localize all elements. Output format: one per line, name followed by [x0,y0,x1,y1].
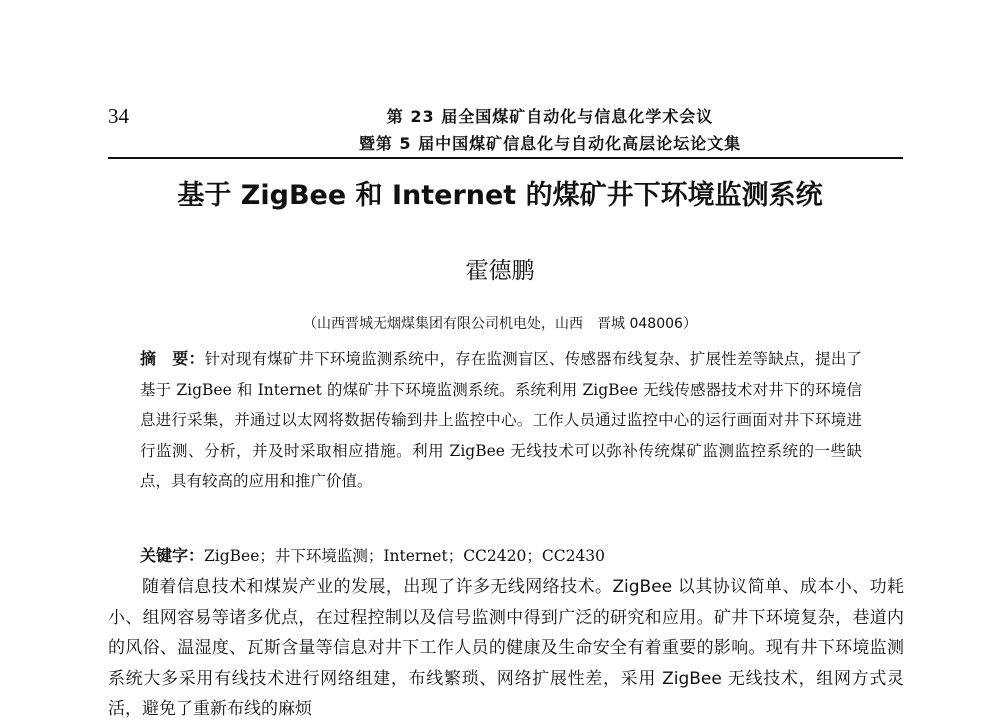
keywords-text: ZigBee；井下环境监测；Internet；CC2420；CC2430 [204,547,606,565]
abstract-text: 针对现有煤矿井下环境监测系统中，存在监测盲区、传感器布线复杂、扩展性差等缺点，提出了基于 ZigBee 和 Internet 的煤矿井下环境监测系统。系统利用 ZigBee 无线传感器技术对井下的环境信息进行采集，并通过以太网将数据传输到井上监控中心。工作人员通过监控中心的运行画面对井下环境进行监测、分析，并及时采取相应措施。利用 ZigBee 无线技术可以弥补传统煤矿监测监控系统的一些缺点，具有较高的应用和推广价值。 [140,350,862,490]
conference-title-line2: 暨第 5 届中国煤矿信息化与自动化高层论坛论文集 [358,134,742,153]
header-divider [108,157,903,159]
abstract-label: 摘 要： [140,349,205,368]
author-name: 霍德鹏 [465,258,535,284]
conference-title-line1: 第 23 届全国煤矿自动化与信息化学术会议 [386,107,714,126]
paper-title: 基于 ZigBee 和 Internet 的煤矿井下环境监测系统 [177,180,823,211]
page-number: 34 [108,104,129,128]
keywords-label: 关键字： [140,546,205,565]
intro-paragraph: 随着信息技术和煤炭产业的发展，出现了许多无线网络技术。ZigBee 以其协议简单、成本小、功耗小、组网容易等诸多优点，在过程控制以及信号监测中得到广泛的研究和应用。矿井下环境复杂，巷道内的风俗、温湿度、瓦斯含量等信息对井下工作人员的健康及生命安全有着重要的影响。现有井下环境监测系统大多采用有线技术进行网络组建，布线繁琐、网络扩展性差，采用 ZigBee 无线技术，组网方式灵活，避免了重新布线的麻烦 [108,577,904,719]
keywords [140,544,880,568]
abstract [140,344,862,497]
author-affiliation: （山西晋城无烟煤集团有限公司机电处，山西 晋城 048006） [303,316,697,332]
